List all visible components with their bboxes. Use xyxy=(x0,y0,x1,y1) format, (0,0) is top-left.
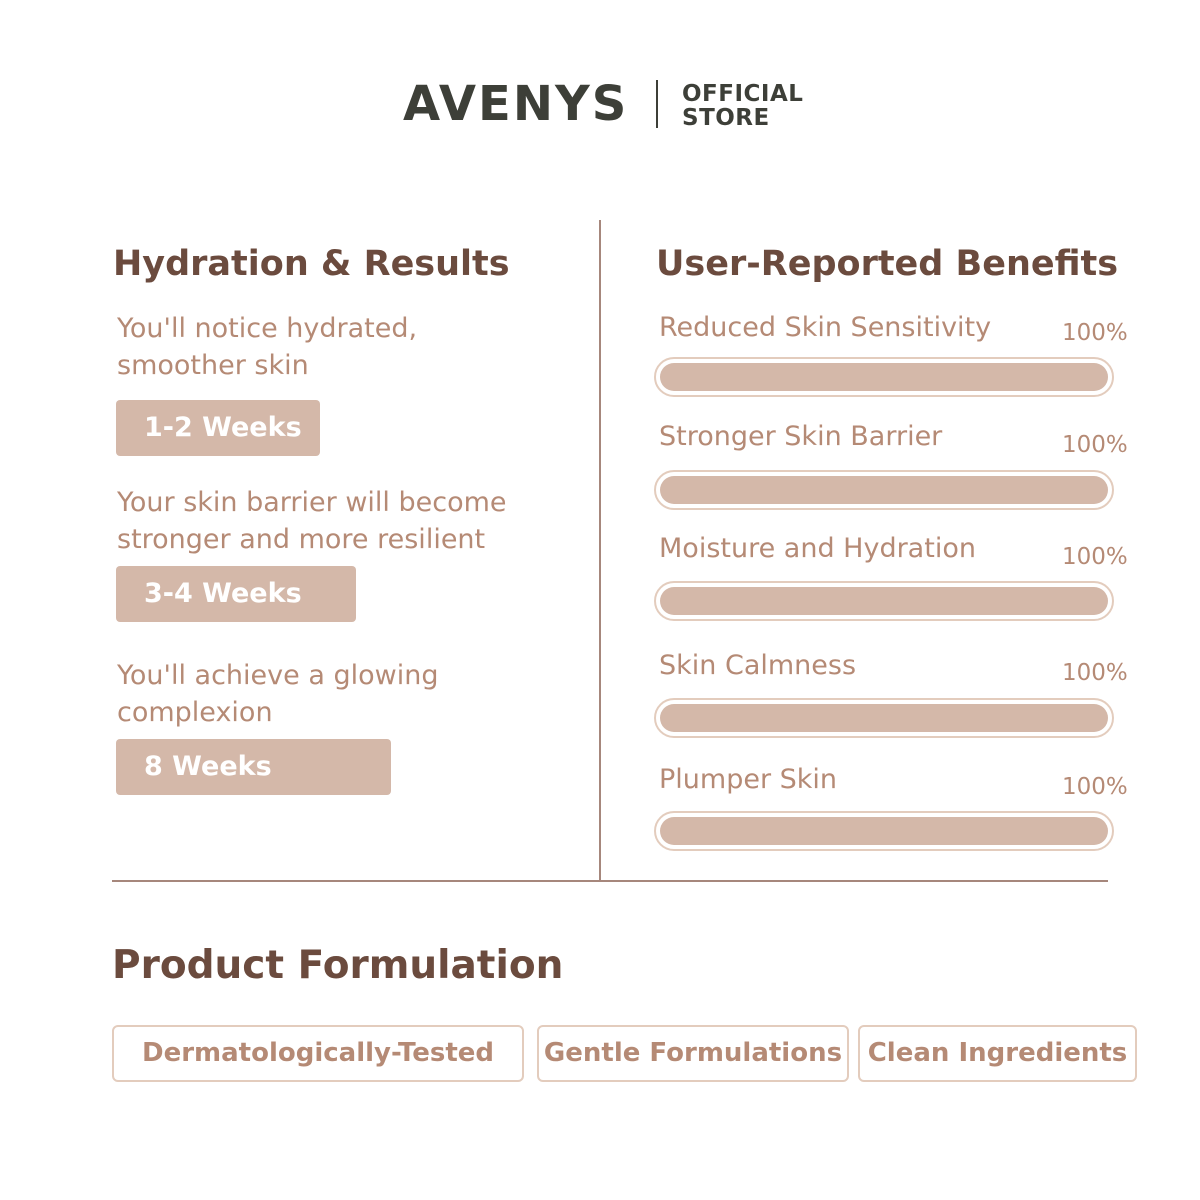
benefit-bar-4 xyxy=(654,698,1114,738)
result-description-3-line1: You'll achieve a glowing xyxy=(117,660,439,691)
result-description-1-line2: smoother skin xyxy=(117,350,309,381)
benefit-label-2: Stronger Skin Barrier xyxy=(659,421,943,452)
benefit-label-1: Reduced Skin Sensitivity xyxy=(659,312,992,343)
benefit-bar-2 xyxy=(654,470,1114,510)
result-description-1-line1: You'll notice hydrated, xyxy=(117,313,418,344)
column-divider xyxy=(599,220,601,880)
result-description-2-line1: Your skin barrier will become xyxy=(117,487,507,518)
hydration-results-title: Hydration & Results xyxy=(113,244,510,284)
benefit-percent-3: 100% xyxy=(1062,544,1128,570)
store-header xyxy=(0,72,1200,136)
benefit-bar-fill-4 xyxy=(660,704,1108,732)
benefits-title: User-Reported Benefits xyxy=(656,244,1119,284)
section-divider xyxy=(112,880,1108,882)
benefit-percent-5: 100% xyxy=(1062,774,1128,800)
duration-badge-1: 1-2 Weeks xyxy=(116,400,320,456)
result-description-1 xyxy=(117,310,577,384)
brand-logo: AVENYS xyxy=(403,76,629,132)
formulation-tag-clean-ingredients: Clean Ingredients xyxy=(858,1025,1137,1082)
result-description-2 xyxy=(117,484,577,558)
benefit-percent-2: 100% xyxy=(1062,432,1128,458)
benefit-bar-fill-3 xyxy=(660,587,1108,615)
benefit-bar-fill-1 xyxy=(660,363,1108,391)
benefit-bar-fill-5 xyxy=(660,817,1108,845)
official-store-tag-line2: STORE xyxy=(682,105,770,131)
formulation-tag-gentle-formulations: Gentle Formulations xyxy=(537,1025,849,1082)
benefit-bar-1 xyxy=(654,357,1114,397)
official-store-tag xyxy=(682,82,803,130)
benefit-bar-fill-2 xyxy=(660,476,1108,504)
duration-badge-2: 3-4 Weeks xyxy=(116,566,356,622)
result-description-3-line2: complexion xyxy=(117,697,273,728)
result-description-2-line2: stronger and more resilient xyxy=(117,524,486,555)
benefit-percent-1: 100% xyxy=(1062,320,1128,346)
benefit-label-3: Moisture and Hydration xyxy=(659,533,976,564)
official-store-tag-line1: OFFICIAL xyxy=(682,81,804,107)
duration-badge-3: 8 Weeks xyxy=(116,739,391,795)
formulation-tag-dermatologically-tested: Dermatologically-Tested xyxy=(112,1025,524,1082)
benefit-percent-4: 100% xyxy=(1062,660,1128,686)
benefit-bar-5 xyxy=(654,811,1114,851)
benefit-label-5: Plumper Skin xyxy=(659,764,838,795)
brand-divider xyxy=(656,80,658,128)
result-description-3 xyxy=(117,657,577,731)
formulation-title: Product Formulation xyxy=(112,943,564,988)
benefit-bar-3 xyxy=(654,581,1114,621)
benefit-label-4: Skin Calmness xyxy=(659,650,857,681)
